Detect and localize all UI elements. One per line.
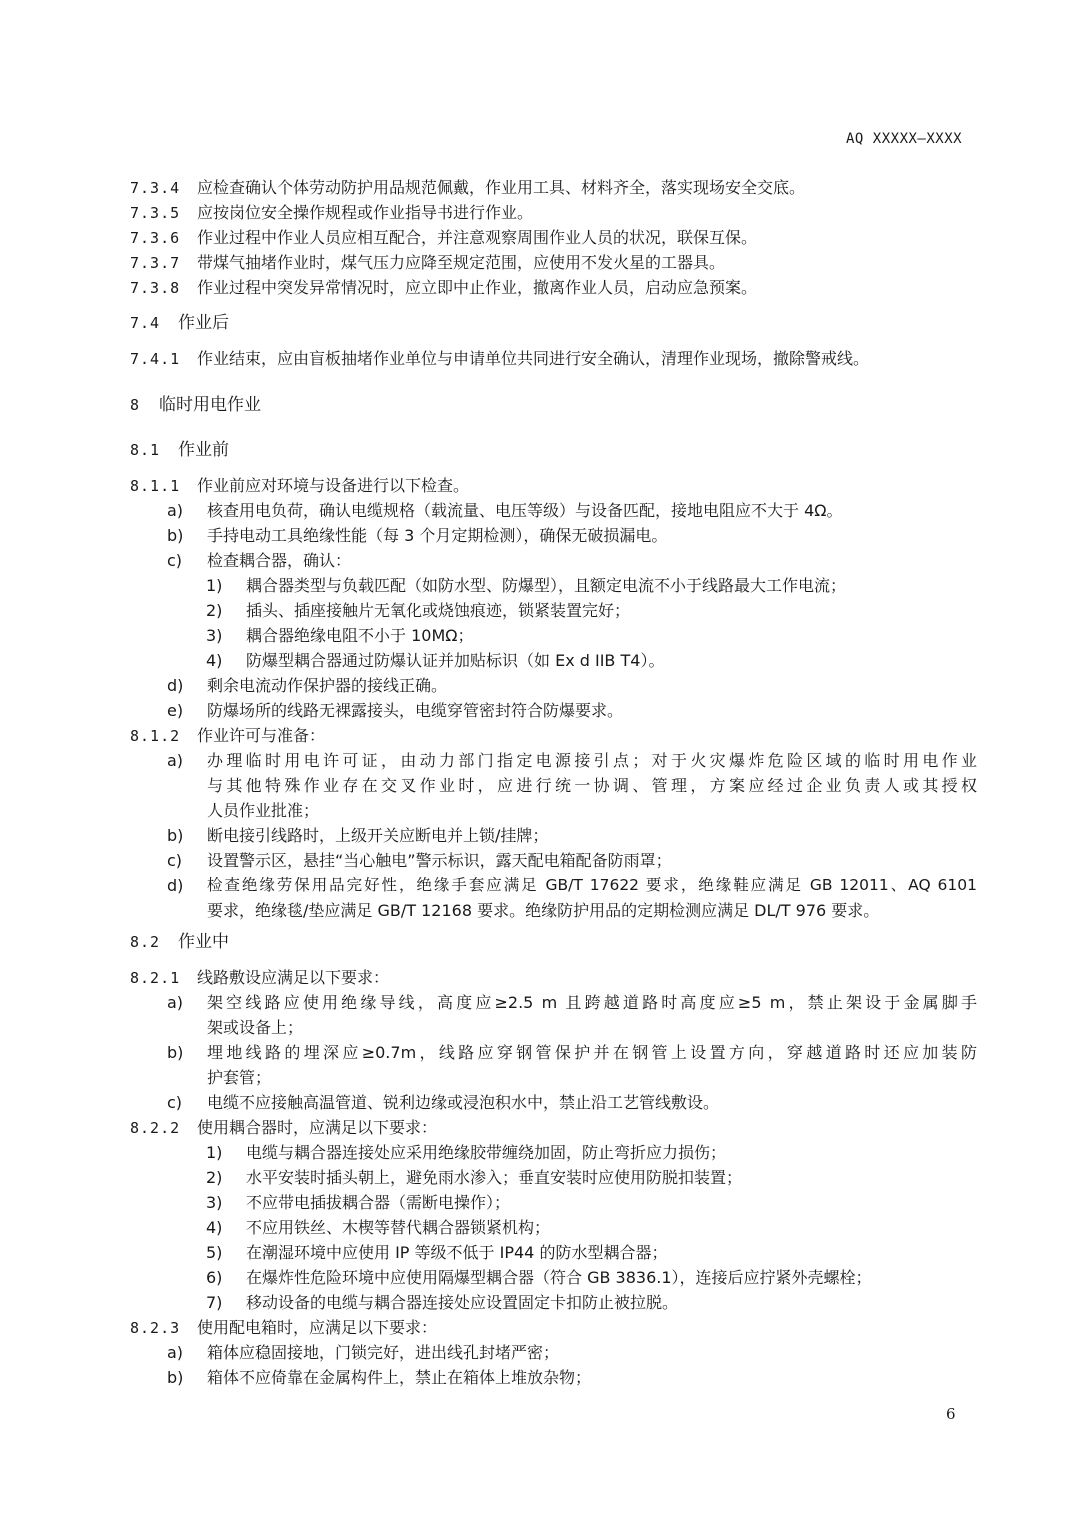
clause-7-3-6 [130, 225, 757, 250]
list-item-c [167, 1090, 719, 1115]
list-marker: c) [167, 1093, 183, 1112]
clause-8-2-1 [130, 965, 389, 990]
clause-text: 作业过程中突发异常情况时，应立即中止作业，撤离作业人员，启动应急预案。 [197, 278, 758, 297]
clause-text: 应检查确认个体劳动防护用品规范佩戴，作业用工具、材料齐全，落实现场安全交底。 [197, 178, 806, 197]
section-title: 作业中 [178, 932, 229, 952]
clause-number: 7.3.5 [130, 204, 181, 222]
list-item-b [167, 823, 548, 848]
section-heading-8-1 [130, 438, 229, 463]
sublist-item-4 [206, 648, 664, 673]
list-text: 插头、插座接触片无氧化或烧蚀痕迹，锁紧装置完好； [246, 601, 631, 620]
section-heading-8-2 [130, 930, 229, 955]
page-number: 6 [946, 1405, 956, 1423]
list-marker: a) [167, 1343, 184, 1362]
list-item-a [167, 990, 207, 1015]
list-marker: 7) [206, 1293, 223, 1312]
list-marker: 2) [206, 601, 223, 620]
chapter-heading-8 [130, 393, 261, 418]
list-marker: 4) [206, 1218, 223, 1237]
clause-7-3-5 [130, 200, 533, 225]
clause-8-2-3 [130, 1315, 437, 1340]
clause-number: 8.2.3 [130, 1319, 181, 1337]
clause-7-3-7 [130, 250, 725, 275]
list-marker: a) [167, 501, 184, 520]
list-text-line-1: 检查绝缘劳保用品完好性，绝缘手套应满足 GB/T 17622 要求，绝缘鞋应满足 GB 12011、AQ 6101 [207, 876, 977, 894]
list-item-e [167, 698, 623, 723]
list-item-b [167, 523, 667, 548]
list-marker: b) [167, 826, 184, 845]
sublist-item-4 [206, 1215, 550, 1240]
list-marker: d) [167, 876, 184, 895]
document-code-header: AQ XXXXX—XXXX [846, 131, 963, 147]
chapter-title: 临时用电作业 [159, 395, 261, 415]
sublist-item-1 [206, 573, 846, 598]
clause-7-4-1 [130, 346, 869, 371]
clause-number: 7.3.7 [130, 254, 181, 272]
list-text: 在潮湿环境中应使用 IP 等级不低于 IP44 的防水型耦合器； [246, 1243, 668, 1262]
list-marker: 4) [206, 651, 223, 670]
clause-text: 带煤气抽堵作业时，煤气压力应降至规定范围，应使用不发火星的工器具。 [197, 253, 726, 272]
section-title: 作业后 [178, 313, 229, 333]
chapter-number: 8 [130, 396, 141, 414]
list-text: 防爆场所的线路无裸露接头，电缆穿管密封符合防爆要求。 [207, 701, 624, 720]
clause-number: 7.3.8 [130, 279, 181, 297]
sublist-item-5 [206, 1240, 667, 1265]
list-text: 防爆型耦合器通过防爆认证并加贴标识（如 Ex d IIB T4）。 [246, 651, 665, 670]
sublist-item-6 [206, 1265, 872, 1290]
clause-number: 7.3.6 [130, 229, 181, 247]
list-marker: 6) [206, 1268, 223, 1287]
list-text: 耦合器类型与负载匹配（如防水型、防爆型），且额定电流不小于线路最大工作电流； [246, 576, 847, 595]
list-text: 断电接引线路时，上级开关应断电并上锁/挂牌； [207, 826, 549, 845]
list-marker: d) [167, 676, 184, 695]
list-marker: 3) [206, 1193, 223, 1212]
list-marker: b) [167, 1368, 184, 1387]
list-text-line-2: 架或设备上； [207, 1018, 304, 1037]
list-text: 不应用铁丝、木楔等替代耦合器锁紧机构； [246, 1218, 551, 1237]
clause-number: 8.2.2 [130, 1119, 181, 1137]
list-marker: 1) [206, 1143, 223, 1162]
list-marker: a) [167, 993, 184, 1012]
clause-text: 线路敷设应满足以下要求： [197, 968, 390, 987]
clause-number: 8.1.2 [130, 727, 181, 745]
clause-text: 使用耦合器时，应满足以下要求： [197, 1118, 438, 1137]
list-text: 不应带电插拔耦合器（需断电操作）； [246, 1193, 511, 1212]
sublist-item-2 [206, 598, 630, 623]
clause-text: 使用配电箱时，应满足以下要求： [197, 1318, 438, 1337]
list-text: 检查耦合器，确认： [207, 551, 352, 570]
list-text-line-1: 办理临时用电许可证，由动力部门指定电源接引点；对于火灾爆炸危险区域的临时用电作业 [207, 751, 977, 770]
list-item-a [167, 498, 843, 523]
list-marker: 1) [206, 576, 223, 595]
list-item-c [167, 848, 672, 873]
list-marker: 5) [206, 1243, 223, 1262]
section-number: 7.4 [130, 314, 161, 332]
section-number: 8.2 [130, 933, 161, 951]
list-marker: b) [167, 526, 184, 545]
list-text: 电缆不应接触高温管道、锐利边缘或浸泡积水中，禁止沿工艺管线敷设。 [207, 1093, 720, 1112]
list-text: 耦合器绝缘电阻不小于 10MΩ； [246, 626, 474, 645]
clause-text: 应按岗位安全操作规程或作业指导书进行作业。 [197, 203, 534, 222]
list-text-line-3: 人员作业批准； [207, 801, 320, 820]
clause-8-1-1 [130, 473, 469, 498]
list-text-line-1: 架空线路应使用绝缘导线，高度应≥2.5 m 且跨越道路时高度应≥5 m，禁止架设于金属脚手 [207, 993, 977, 1012]
clause-text: 作业过程中作业人员应相互配合，并注意观察周围作业人员的状况，联保互保。 [197, 228, 758, 247]
list-text: 水平安装时插头朝上，避免雨水渗入；垂直安装时应使用防脱扣装置； [246, 1168, 743, 1187]
clause-number: 7.4.1 [130, 350, 181, 368]
list-text: 核查用电负荷，确认电缆规格（载流量、电压等级）与设备匹配，接地电阻应不大于 4Ω。 [207, 501, 843, 520]
clause-text: 作业前应对环境与设备进行以下检查。 [197, 476, 470, 495]
list-item-d [167, 673, 447, 698]
sublist-item-3 [206, 1190, 510, 1215]
list-marker: 3) [206, 626, 223, 645]
list-item-a [167, 1340, 559, 1365]
clause-text: 作业结束，应由盲板抽堵作业单位与申请单位共同进行安全确认，清理作业现场，撤除警戒线。 [197, 349, 870, 368]
list-text-line-2: 护套管； [207, 1068, 272, 1087]
list-item-b [167, 1365, 591, 1390]
clause-number: 7.3.4 [130, 179, 181, 197]
section-heading-7-4 [130, 311, 229, 336]
list-text-line-1: 埋地线路的埋深应≥0.7m，线路应穿钢管保护并在钢管上设置方向，穿越道路时还应加装防 [207, 1043, 977, 1062]
clause-number: 8.1.1 [130, 477, 181, 495]
section-number: 8.1 [130, 441, 161, 459]
list-text: 箱体应稳固接地，门锁完好，进出线孔封堵严密； [207, 1343, 560, 1362]
sublist-item-3 [206, 623, 473, 648]
list-text: 电缆与耦合器连接处应采用绝缘胶带缠绕加固，防止弯折应力损伤； [246, 1143, 727, 1162]
clause-8-2-2 [130, 1115, 437, 1140]
section-title: 作业前 [178, 440, 229, 460]
list-text-line-2: 与其他特殊作业存在交叉作业时，应进行统一协调、管理，方案应经过企业负责人或其授权 [207, 776, 977, 795]
list-marker: 2) [206, 1168, 223, 1187]
clause-7-3-4 [130, 175, 805, 200]
sublist-item-1 [206, 1140, 726, 1165]
list-text-line-2: 要求，绝缘毯/垫应满足 GB/T 12168 要求。绝缘防护用品的定期检测应满足 DL/T 976 要求。 [207, 901, 880, 920]
list-text: 移动设备的电缆与耦合器连接处应设置固定卡扣防止被拉脱。 [246, 1293, 679, 1312]
clause-text: 作业许可与准备： [197, 726, 326, 745]
list-item-b [167, 1040, 207, 1065]
list-marker: c) [167, 551, 183, 570]
list-text: 剩余电流动作保护器的接线正确。 [207, 676, 448, 695]
list-marker: c) [167, 851, 183, 870]
sublist-item-7 [206, 1290, 678, 1315]
list-text: 设置警示区，悬挂“当心触电”警示标识，露天配电箱配备防雨罩； [207, 851, 672, 870]
list-text: 在爆炸性危险环境中应使用隔爆型耦合器（符合 GB 3836.1），连接后应拧紧外壳螺栓； [246, 1268, 872, 1287]
clause-number: 8.2.1 [130, 969, 181, 987]
list-item-a [167, 748, 207, 773]
list-marker: b) [167, 1043, 184, 1062]
list-text: 箱体不应倚靠在金属构件上，禁止在箱体上堆放杂物； [207, 1368, 592, 1387]
sublist-item-2 [206, 1165, 742, 1190]
list-item-d [167, 873, 207, 898]
list-marker: e) [167, 701, 184, 720]
list-text: 手持电动工具绝缘性能（每 3 个月定期检测），确保无破损漏电。 [207, 526, 668, 545]
list-item-c [167, 548, 351, 573]
list-marker: a) [167, 751, 184, 770]
clause-7-3-8 [130, 275, 757, 300]
clause-8-1-2 [130, 723, 325, 748]
